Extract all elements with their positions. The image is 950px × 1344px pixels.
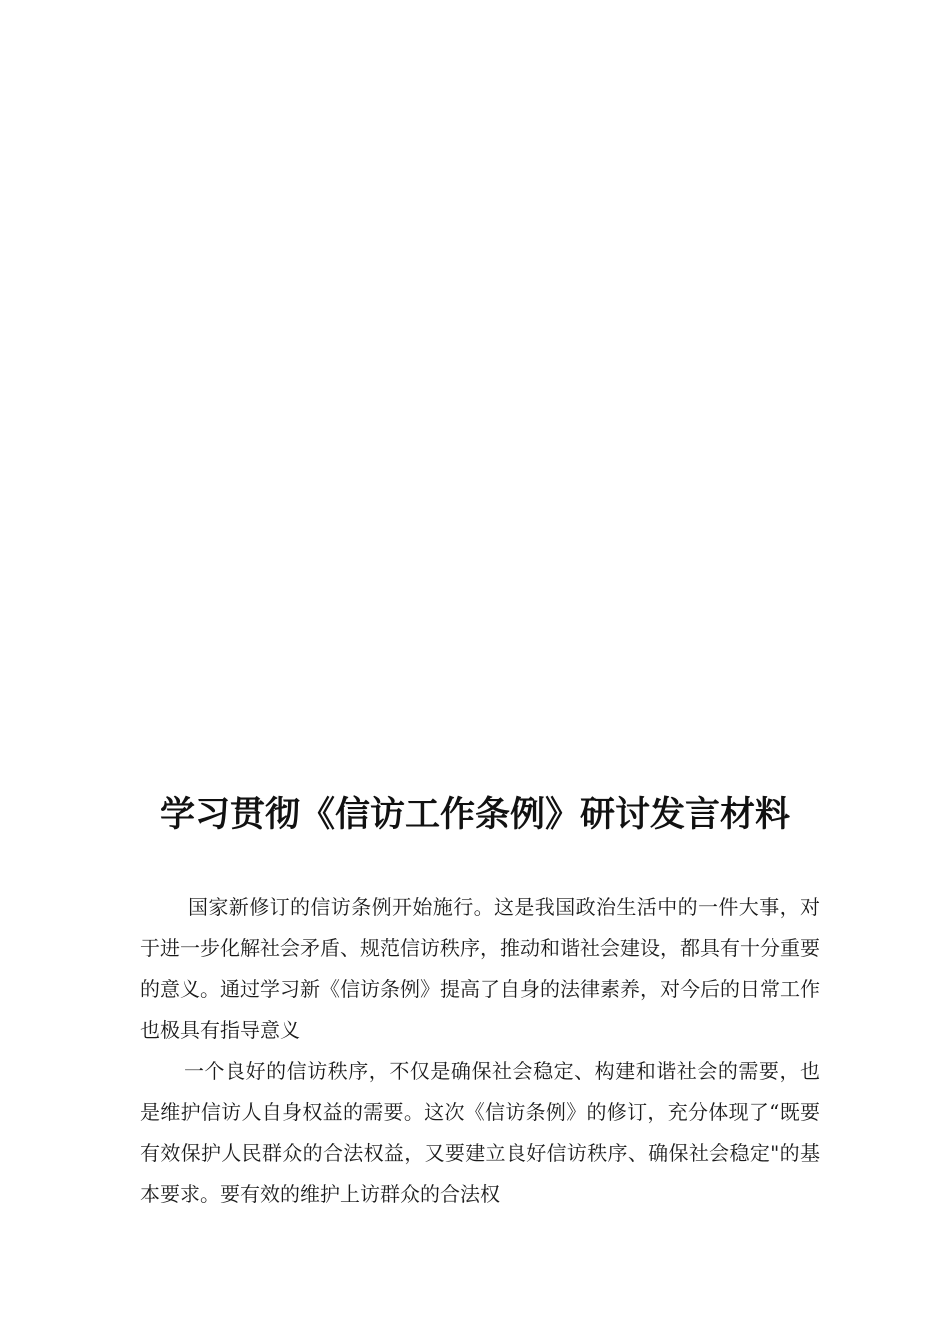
paragraph-1: 国家新修订的信访条例开始施行。这是我国政治生活中的一件大事，对于进一步化解社会矛盾、规范信访秩序，推动和谐社会建设，都具有十分重要的意义。通过学习新《信访条例》提高了自身的法律素养，对今后的日常工作也极具有指导意义	[140, 895, 820, 1042]
paragraph-2: 一个良好的信访秩序，不仅是确保社会稳定、构建和谐社会的需要，也是维护信访人自身权益的需要。这次《信访条例》的修订，充分体现了“既要有效保护人民群众的合法权益，又要建立良好信访秩序、确保社会稳定"的基本要求。要有效的维护上访群众的合法权	[140, 1059, 820, 1206]
document-body	[140, 887, 820, 1215]
document-title: 学习贯彻《信访工作条例》研讨发言材料	[159, 794, 790, 835]
